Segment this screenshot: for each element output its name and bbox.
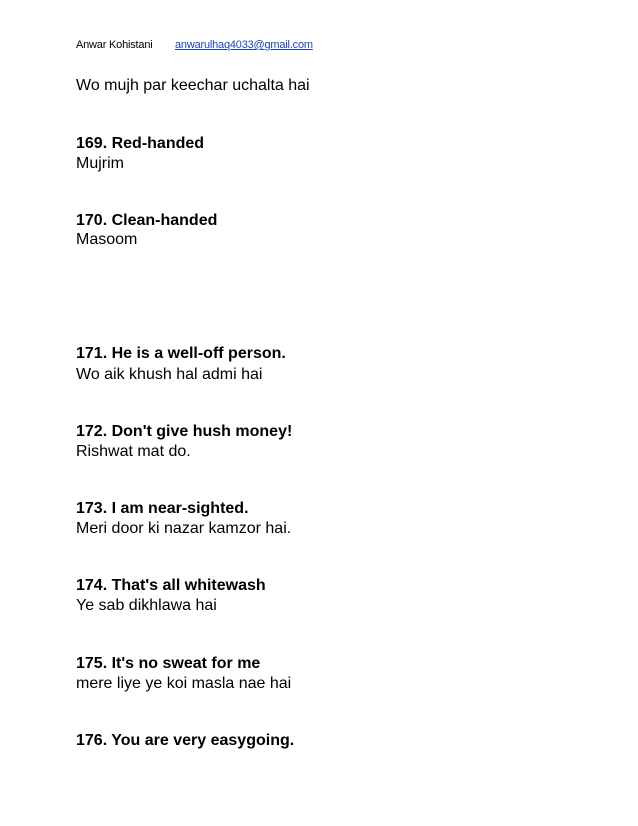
entry-phrase: 175. It's no sweat for me (76, 655, 261, 672)
entry-phrase: 170. Clean-handed (76, 212, 218, 229)
author-email-link[interactable]: anwarulhaq4033@gmail.com (175, 39, 313, 51)
entry-phrase: 172. Don't give hush money! (76, 423, 293, 440)
entry-phrase: 174. That's all whitewash (76, 577, 266, 594)
entry-meaning: Mujrim (76, 155, 124, 172)
entry-meaning: Masoom (76, 231, 138, 248)
page-header (76, 39, 313, 51)
entry-phrase: 169. Red-handed (76, 135, 205, 152)
intro-line: Wo mujh par keechar uchalta hai (76, 77, 310, 94)
entry-meaning: Meri door ki nazar kamzor hai. (76, 520, 292, 537)
entry-meaning: Wo aik khush hal admi hai (76, 366, 263, 383)
author-name: Anwar Kohistani (76, 39, 153, 51)
entry-phrase: 171. He is a well-off person. (76, 345, 286, 362)
entry-meaning: Ye sab dikhlawa hai (76, 597, 217, 614)
entry-meaning: mere liye ye koi masla nae hai (76, 675, 292, 692)
entry-phrase: 173. I am near-sighted. (76, 500, 249, 517)
entry-meaning: Rishwat mat do. (76, 443, 191, 460)
entry-phrase: 176. You are very easygoing. (76, 732, 295, 749)
